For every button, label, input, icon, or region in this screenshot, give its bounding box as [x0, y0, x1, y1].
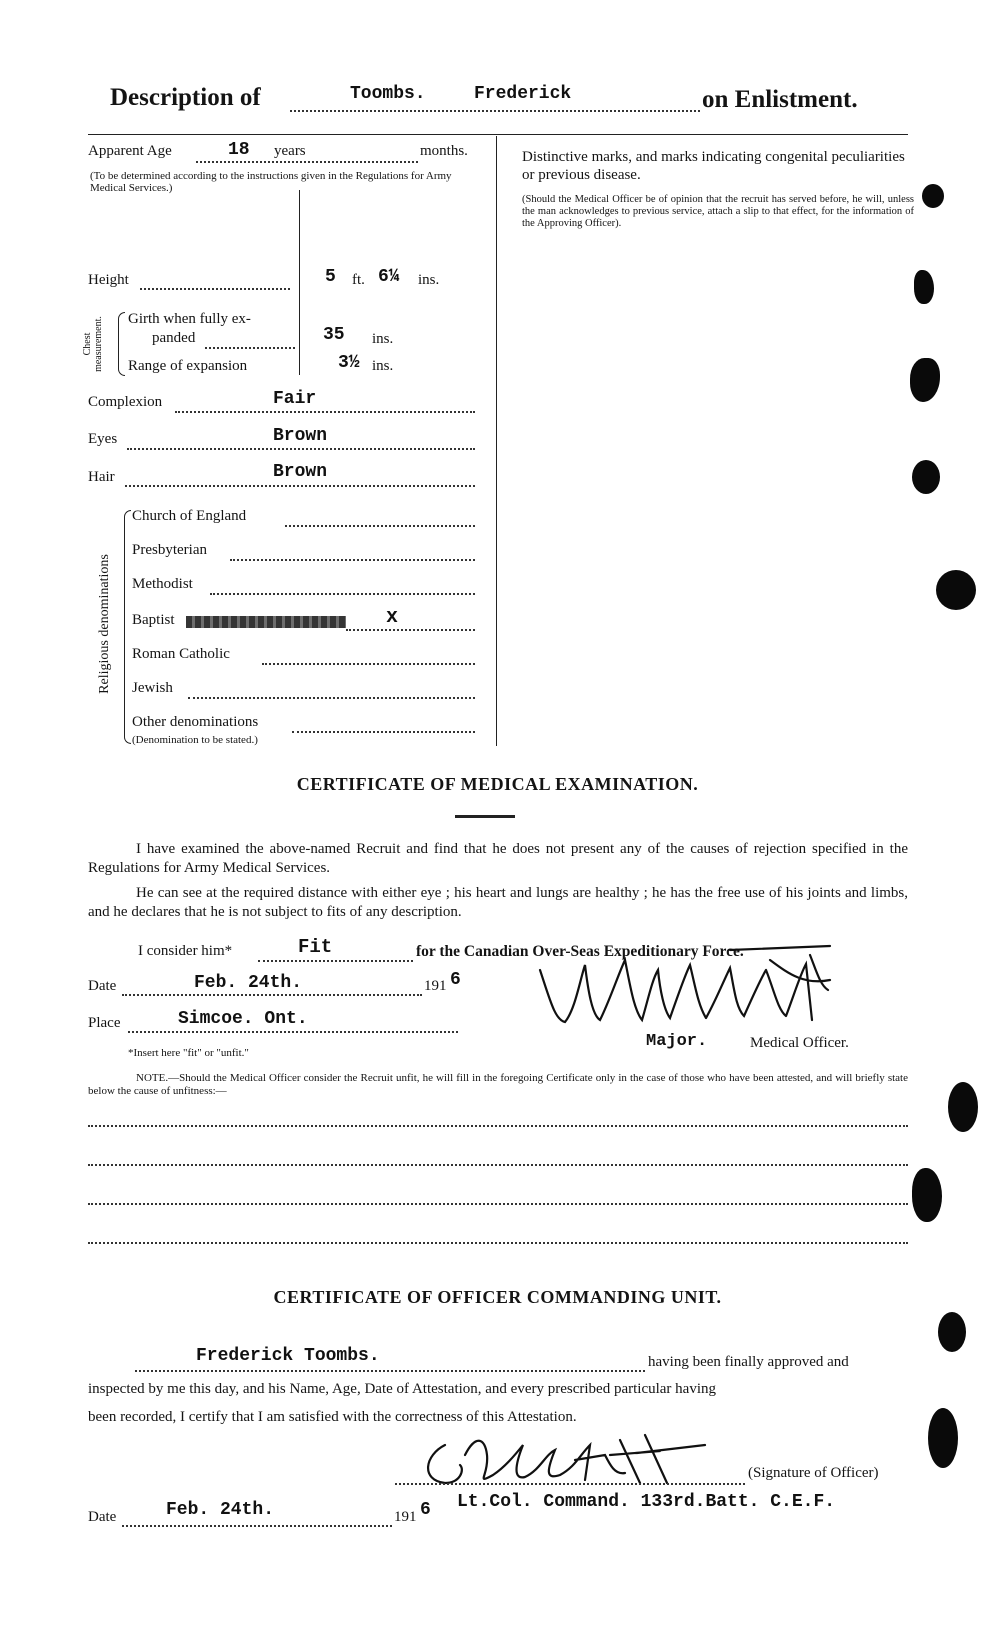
complexion-label: Complexion [88, 394, 163, 410]
punch-hole-5 [936, 570, 976, 610]
height-line [140, 288, 290, 290]
column-divider [496, 136, 497, 746]
ft-label: ft. [352, 272, 365, 288]
medical-title-rule [455, 815, 515, 818]
header-given-name: Frederick [474, 84, 572, 104]
punch-hole-8 [938, 1312, 966, 1352]
commanding-officer-title: Lt.Col. Command. 133rd.Batt. C.E.F. [457, 1492, 836, 1512]
punch-hole-6 [948, 1082, 978, 1132]
commanding-line-1-tail: having been finally approved and [648, 1354, 849, 1370]
religion-3-mark: x [386, 606, 399, 629]
commanding-year-prefix: 191 [394, 1509, 417, 1525]
chest-label: Chest measurement. [82, 316, 104, 372]
religion-2: Methodist [132, 576, 193, 592]
medical-date-line [122, 994, 422, 996]
punch-hole-4 [912, 460, 940, 494]
religion-label: Religious denominations [97, 554, 112, 694]
commanding-date-line [122, 1525, 392, 1527]
religion-4: Roman Catholic [132, 646, 230, 662]
height-in-value: 6¼ [378, 267, 400, 287]
struck-out-text [186, 616, 346, 628]
marks-title: Distinctive marks, and marks indicating congenital peculiarities or previous disease. [522, 149, 905, 183]
denomination-note: (Denomination to be stated.) [132, 734, 258, 746]
consider-value: Fit [298, 936, 333, 958]
commanding-line-2: inspected by me this day, and his Name, Age, Date of Attestation, and every prescribed particular having [88, 1381, 717, 1397]
age-note: (To be determined according to the instructions given in the Regulations for Army Medical Services.) [90, 170, 452, 194]
range-value: 3½ [338, 353, 360, 373]
medical-year-digit: 6 [450, 970, 461, 990]
religion-1: Presbyterian [132, 542, 207, 558]
punch-hole-3 [910, 358, 940, 402]
medical-officer-label: Medical Officer. [750, 1035, 849, 1051]
religion-1-line [230, 559, 475, 561]
religion-5: Jewish [132, 680, 173, 696]
recruit-name-line [135, 1370, 645, 1372]
medical-rank: Major. [646, 1032, 708, 1051]
consider-line [258, 960, 413, 962]
height-ft-value: 5 [325, 267, 336, 287]
medical-para-1: I have examined the above-named Recruit and find that he does not present any of the causes of rejection specified in the Regulations for Army Medical Services. [88, 841, 908, 876]
religion-4-line [262, 663, 475, 665]
medical-para-2: He can see at the required distance with either eye ; his heart and lungs are healthy ; he has the free use of his joints and limbs, and he declares that he is not subject to fits of any description. [88, 885, 908, 920]
age-value: 18 [228, 140, 250, 160]
place-value: Simcoe. Ont. [178, 1009, 308, 1029]
eyes-line [127, 448, 475, 450]
girth-label-1: Girth when fully ex- [128, 311, 251, 327]
religion-5-line [188, 697, 475, 699]
girth-label-2: panded [152, 330, 196, 346]
unfitness-line-2 [88, 1164, 908, 1166]
commanding-date-value: Feb. 24th. [166, 1500, 275, 1520]
hair-line [125, 485, 475, 487]
medical-date-value: Feb. 24th. [194, 973, 303, 993]
religion-2-line [210, 593, 475, 595]
complexion-value: Fair [273, 389, 317, 409]
header-suffix: on Enlistment. [702, 86, 858, 113]
medical-date-label: Date [88, 978, 117, 994]
unfitness-line-3 [88, 1203, 908, 1205]
header-prefix: Description of [110, 84, 261, 111]
commanding-date-label: Date [88, 1509, 117, 1525]
medical-year-prefix: 191 [424, 978, 447, 994]
value-divider [299, 190, 300, 375]
commanding-officer-signature [405, 1425, 735, 1500]
religion-3-line [346, 629, 475, 631]
force-label: for the Canadian Over-Seas Expeditionary Force. [416, 943, 744, 960]
place-line [128, 1031, 458, 1033]
religion-6-line [292, 731, 475, 733]
religion-3: Baptist [132, 612, 175, 628]
medical-officer-signature [530, 940, 850, 1035]
age-label: Apparent Age [88, 143, 172, 159]
range-label: Range of expansion [128, 358, 248, 374]
girth-line [205, 347, 295, 349]
commanding-line-3: been recorded, I certify that I am satisfied with the correctness of this Attestation. [88, 1409, 577, 1425]
years-label: years [274, 143, 306, 159]
chest-brace [118, 312, 125, 376]
consider-label: I consider him* [138, 943, 233, 959]
religion-brace [124, 510, 131, 744]
header-name-line [290, 110, 700, 112]
unfitness-line-1 [88, 1125, 908, 1127]
commanding-title: CERTIFICATE OF OFFICER COMMANDING UNIT. [273, 1287, 722, 1307]
months-label: months. [420, 143, 468, 159]
signature-line [395, 1483, 745, 1485]
medical-title: CERTIFICATE OF MEDICAL EXAMINATION. [296, 774, 699, 794]
commanding-year-digit: 6 [420, 1500, 431, 1520]
unfitness-line-4 [88, 1242, 908, 1244]
insert-note: *Insert here "fit" or "unfit." [128, 1047, 249, 1059]
age-line [196, 161, 418, 163]
marks-note: (Should the Medical Officer be of opinion that the recruit has served before, he will, unless the man acknowledges to previous service, attach a slip to that effect, for the information of the Approving Officer). [522, 194, 914, 229]
header-surname: Toombs. [350, 84, 426, 104]
complexion-line [175, 411, 475, 413]
punch-hole-9 [928, 1408, 958, 1468]
eyes-label: Eyes [88, 431, 118, 447]
place-label: Place [88, 1015, 121, 1031]
signature-label: (Signature of Officer) [748, 1465, 879, 1481]
girth-value: 35 [323, 325, 345, 345]
height-label: Height [88, 272, 129, 288]
hair-label: Hair [88, 469, 115, 485]
girth-unit: ins. [372, 331, 394, 347]
punch-hole-7 [912, 1168, 942, 1222]
top-rule [88, 134, 908, 135]
ins-label: ins. [418, 272, 440, 288]
eyes-value: Brown [273, 426, 328, 446]
religion-6: Other denominations [132, 714, 259, 730]
punch-hole-1 [922, 184, 944, 208]
range-unit: ins. [372, 358, 394, 374]
religion-0-line [285, 525, 475, 527]
recruit-name: Frederick Toombs. [196, 1346, 380, 1366]
hair-value: Brown [273, 462, 328, 482]
religion-0: Church of England [132, 508, 247, 524]
punch-hole-2 [914, 270, 934, 304]
medical-note: NOTE.—Should the Medical Officer consider the Recruit unfit, he will fill in the foregoing Certificate only in the case of those who have been attested, and will briefly state below the cause of unfitness:— [88, 1072, 908, 1097]
